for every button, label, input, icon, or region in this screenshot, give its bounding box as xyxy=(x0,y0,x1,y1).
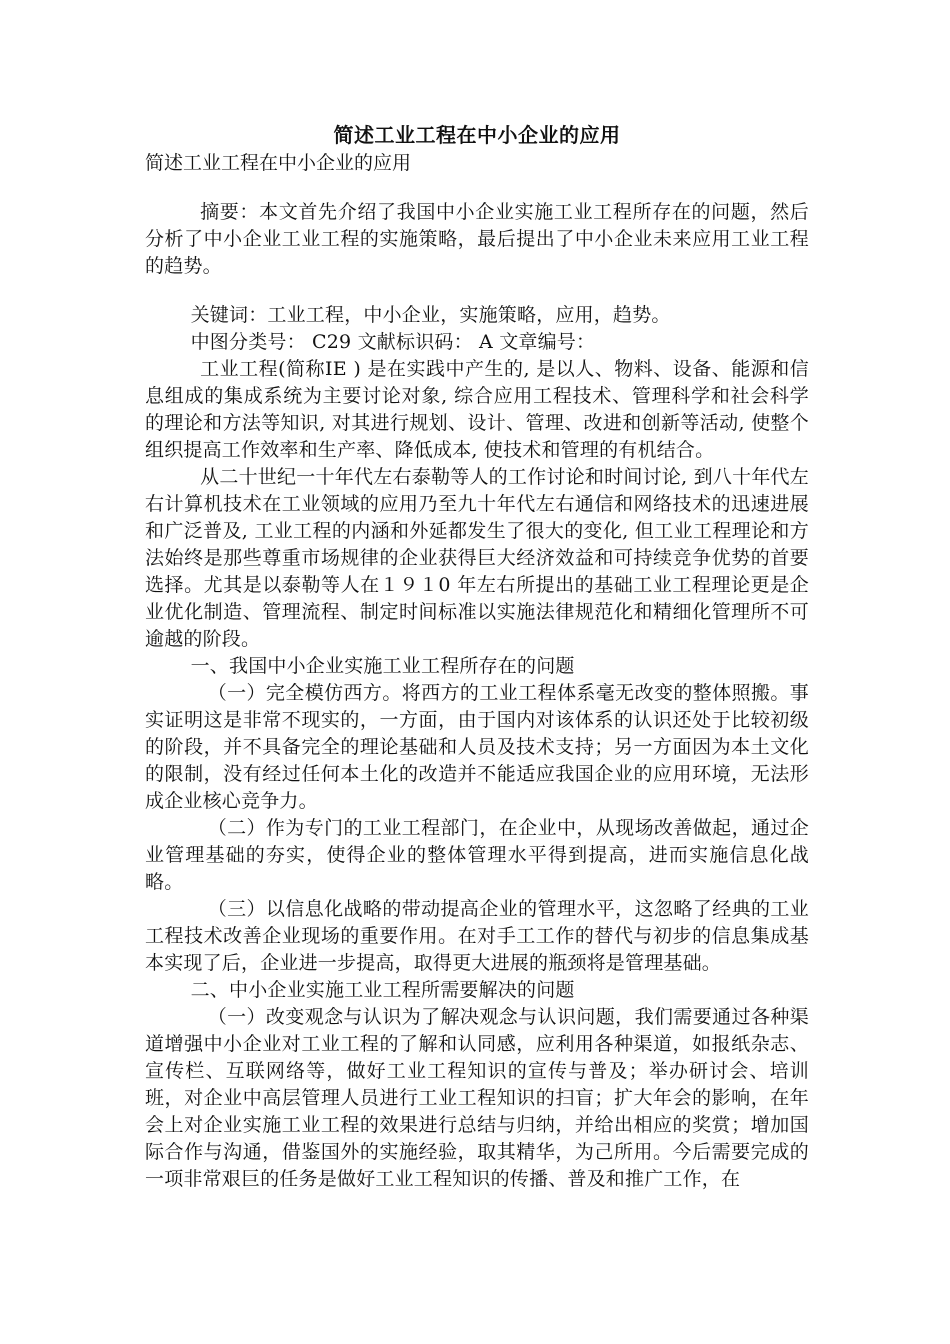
body-paragraph-ie: 工业工程(简称IE ) 是在实践中产生的, 是以人、物料、设备、能源和信息组成的集成系统为主要讨论对象, 综合应用工程技术、管理科学和社会科学的理论和方法等知识, 对其进行规划、设计、管理、改进和创新等活动, 使整个组织提高工作效率和生产率、降低成本, 使技术和管理的有机结合。 xyxy=(145,358,809,461)
section-2-paragraph-1: （一）改变观念与认识为了解决观念与认识问题，我们需要通过各种渠道增强中小企业对工业工程的了解和认同感，应利用各种渠道，如报纸杂志、宣传栏、互联网络等，做好工业工程知识的宣传与普及；举办研讨会、培训班，对企业中高层管理人员进行工业工程知识的扫盲；扩大年会的影响，在年会上对企业实施工业工程的效果进行总结与归纳，并给出相应的奖赏；增加国际合作与沟通，借鉴国外的实施经验，取其精华，为己所用。今后需要完成的一项非常艰巨的任务是做好工业工程知识的传播、普及和推广工作，在 xyxy=(145,1006,809,1190)
section-1-paragraph-2: （二）作为专门的工业工程部门，在企业中，从现场改善做起，通过企业管理基础的夯实，使得企业的整体管理水平得到提高，进而实施信息化战略。 xyxy=(145,817,809,893)
document-subtitle: 简述工业工程在中小企业的应用 xyxy=(145,152,412,174)
classification-line: 中图分类号： C29 文献标识码： A 文章编号： xyxy=(190,331,596,353)
document-title: 简述工业工程在中小企业的应用 xyxy=(333,123,621,147)
section-1-paragraph-1: （一）完全模仿西方。将西方的工业工程体系毫无改变的整体照搬。事实证明这是非常不现实的，一方面，由于国内对该体系的认识还处于比较初级的阶段，并不具备完全的理论基础和人员及技术支持；另一方面因为本土文化的限制，没有经过任何本土化的改造并不能适应我国企业的应用环境，无法形成企业核心竞争力。 xyxy=(145,682,809,812)
keywords-line: 关键词：工业工程，中小企业，实施策略，应用，趋势。 xyxy=(190,304,671,326)
body-paragraph-history: 从二十世纪一十年代左右泰勒等人的工作讨论和时间讨论, 到八十年代左右计算机技术在工业领域的应用乃至九十年代左右通信和网络技术的迅速进展和广泛普及, 工业工程的内涵和外延都发生了很大的变化, 但工业工程理论和方法始终是那些尊重市场规律的企业获得巨大经济效益和可持续竞争优势的首要选择。尤其是以泰勒等人在１９１0 年左右所提出的基础工业工程理论更是企业优化制造、管理流程、制定时间标准以实施法律规范化和精细化管理所不可逾越的阶段。 xyxy=(145,466,809,650)
abstract-paragraph: 摘要：本文首先介绍了我国中小企业实施工业工程所存在的问题，然后分析了中小企业工业工程的实施策略，最后提出了中小企业未来应用工业工程的趋势。 xyxy=(145,201,809,277)
section-heading-2: 二、中小企业实施工业工程所需要解决的问题 xyxy=(190,979,575,1001)
document-body xyxy=(145,120,809,1193)
section-heading-1: 一、我国中小企业实施工业工程所存在的问题 xyxy=(190,655,575,677)
spacer xyxy=(145,280,809,302)
section-1-paragraph-3: （三）以信息化战略的带动提高企业的管理水平，这忽略了经典的工业工程技术改善企业现场的重要作用。在对手工工作的替代与初步的信息集成基本实现了后，企业进一步提高，取得更大进展的瓶颈将是管理基础。 xyxy=(145,898,809,974)
spacer xyxy=(145,177,809,199)
